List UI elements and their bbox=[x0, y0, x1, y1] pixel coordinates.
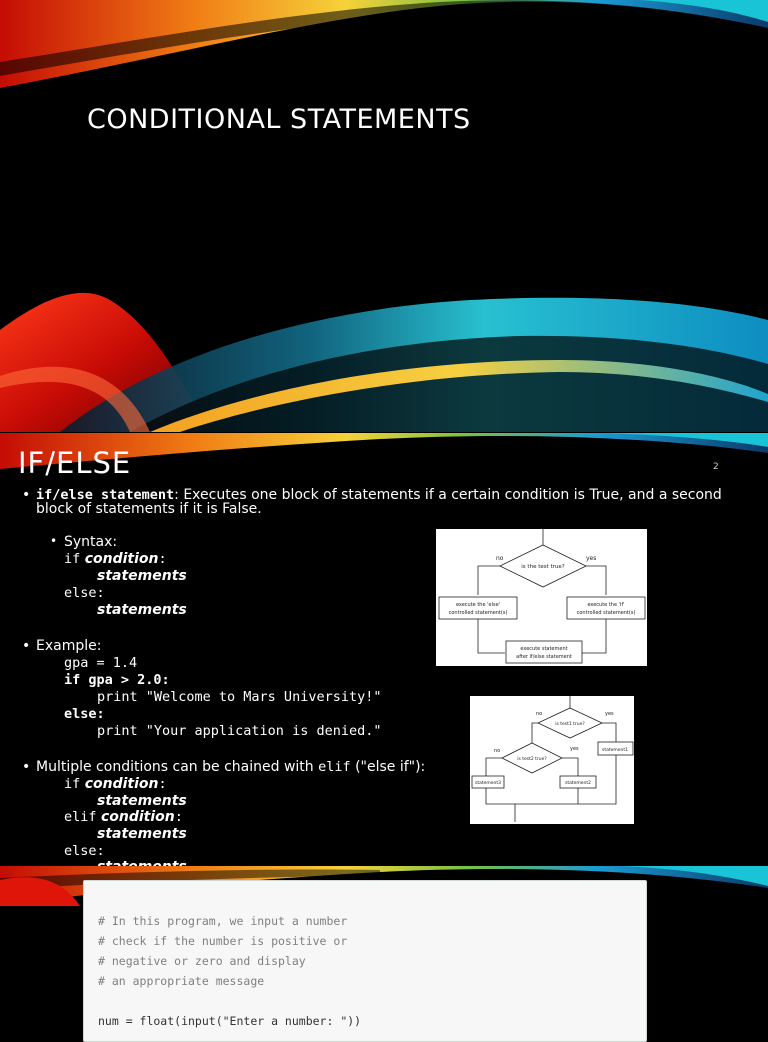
chained-else: else: bbox=[64, 843, 105, 859]
fc1-after-box-text: execute statement bbox=[520, 646, 568, 652]
bullet-marker: • bbox=[50, 534, 58, 548]
code-block bbox=[83, 880, 647, 1042]
slide-title: CONDITIONAL STATEMENTS bbox=[87, 104, 471, 135]
example-line: print "Your application is denied." bbox=[97, 723, 382, 739]
fc1-after-box-text: after if/else statement bbox=[516, 654, 572, 660]
example-label: Example: bbox=[36, 638, 102, 654]
fc1-if-box-text: execute the 'if' bbox=[587, 602, 625, 608]
wave-decoration bbox=[0, 0, 768, 432]
example-line: gpa = 1.4 bbox=[64, 655, 138, 671]
code-line: num = float(input("Enter a number: ")) bbox=[98, 1014, 362, 1028]
fc2-statement1: statement1 bbox=[601, 748, 629, 753]
fc2-no2-label: no bbox=[494, 748, 501, 754]
chained-statements: statements bbox=[97, 826, 187, 842]
code-comment-line: # an appropriate message bbox=[98, 974, 265, 988]
syntax-if-line: if condition: bbox=[64, 551, 167, 567]
definition-text-line2: block of statements if it is False. bbox=[36, 501, 262, 517]
code-example-slide bbox=[0, 866, 768, 1028]
chained-if-line: if condition: bbox=[64, 776, 167, 792]
definition-text: : Executes one block of statements if a certain condition is True, and a second bbox=[174, 487, 722, 503]
if-else-flowchart bbox=[436, 529, 647, 666]
syntax-else: else: bbox=[64, 585, 105, 601]
bullet-marker: • bbox=[22, 487, 31, 503]
syntax-statements: statements bbox=[97, 568, 187, 584]
fc2-yes1-label: yes bbox=[605, 711, 614, 717]
if-else-slide bbox=[0, 433, 768, 865]
fc2-test2-text: is test2 true? bbox=[517, 757, 547, 762]
code-comment-line: # In this program, we input a number bbox=[98, 914, 348, 928]
elif-flowchart bbox=[470, 696, 634, 824]
fc2-no1-label: no bbox=[536, 711, 543, 717]
slide-number: 2 bbox=[713, 462, 719, 472]
chained-label: Multiple conditions can be chained with elif ("else if"): bbox=[36, 759, 426, 775]
if-else-term: if/else statement bbox=[36, 487, 175, 503]
fc1-no-label: no bbox=[496, 555, 504, 562]
chained-statements: statements bbox=[97, 793, 187, 809]
bullet-marker: • bbox=[22, 638, 31, 654]
title-slide bbox=[0, 0, 768, 432]
example-line: print "Welcome to Mars University!" bbox=[97, 689, 382, 705]
code-comment-line: # check if the number is positive or bbox=[98, 934, 348, 948]
fc1-if-box-text: controlled statement(s) bbox=[576, 610, 636, 616]
fc2-yes2-label: yes bbox=[570, 746, 579, 752]
fc2-statement3: statement3 bbox=[474, 781, 502, 786]
fc1-yes-label: yes bbox=[586, 555, 597, 562]
syntax-label: Syntax: bbox=[64, 534, 118, 550]
fc2-statement2: statement2 bbox=[564, 781, 592, 786]
syntax-statements: statements bbox=[97, 602, 187, 618]
fc2-test1-text: is test1 true? bbox=[555, 722, 585, 727]
slide-title: IF/ELSE bbox=[18, 446, 132, 480]
fc1-else-box-text: controlled statement(s) bbox=[448, 610, 508, 616]
bullet-marker: • bbox=[22, 759, 31, 775]
fc1-decision-text: is the test true? bbox=[521, 564, 565, 570]
code-comment-line: # negative or zero and display bbox=[98, 954, 306, 968]
chained-elif-line: elif condition: bbox=[64, 809, 183, 825]
example-line: else: bbox=[64, 706, 105, 722]
fc1-else-box-text: execute the 'else' bbox=[455, 602, 501, 608]
example-line: if gpa > 2.0: bbox=[64, 672, 170, 688]
